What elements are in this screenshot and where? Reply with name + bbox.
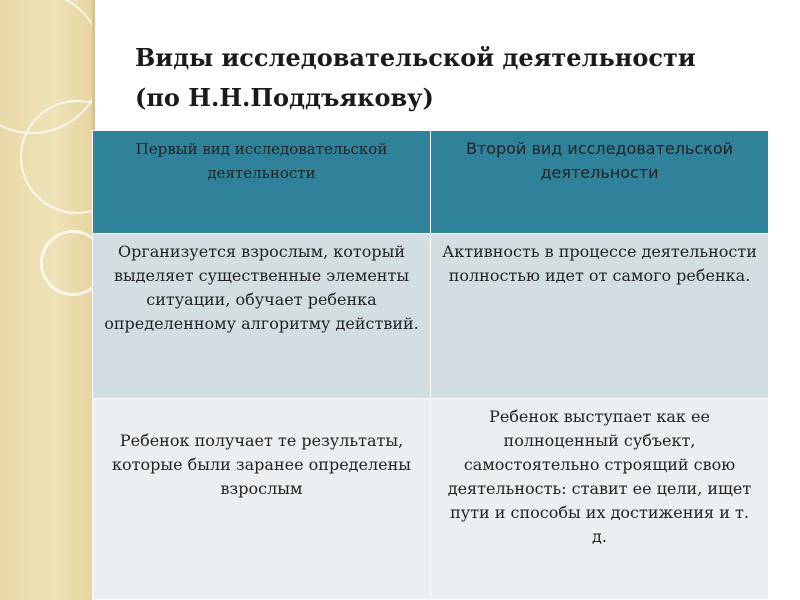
header-cell-first-type: Первый вид исследовательской деятельности	[93, 131, 431, 234]
table-cell: Ребенок выступает как ее полноценный субъект, самостоятельно строящий свою деятельность: ставит ее цели, ищет пути и способы их достижения и т. д.	[431, 399, 769, 600]
table-row	[93, 234, 769, 399]
table-cell: Организуется взрослым, который выделяет существенные элементы ситуации, обучает ребенка определенному алгоритму действий.	[93, 234, 431, 399]
table-cell: Ребенок получает те результаты, которые были заранее определены взрослым	[93, 399, 431, 600]
table-header-row	[93, 131, 769, 234]
table-cell: Активность в процессе деятельности полностью идет от самого ребенка.	[431, 234, 769, 399]
header-cell-second-type: Второй вид исследовательской деятельности	[431, 131, 769, 234]
decorative-ring	[40, 230, 92, 296]
comparison-table	[92, 130, 769, 600]
decorative-side-band	[0, 0, 92, 600]
slide-title	[135, 38, 775, 118]
table-row	[93, 399, 769, 600]
title-line-1: Виды исследовательской деятельности	[135, 43, 696, 72]
title-line-2: (по Н.Н.Поддъякову)	[135, 83, 434, 112]
